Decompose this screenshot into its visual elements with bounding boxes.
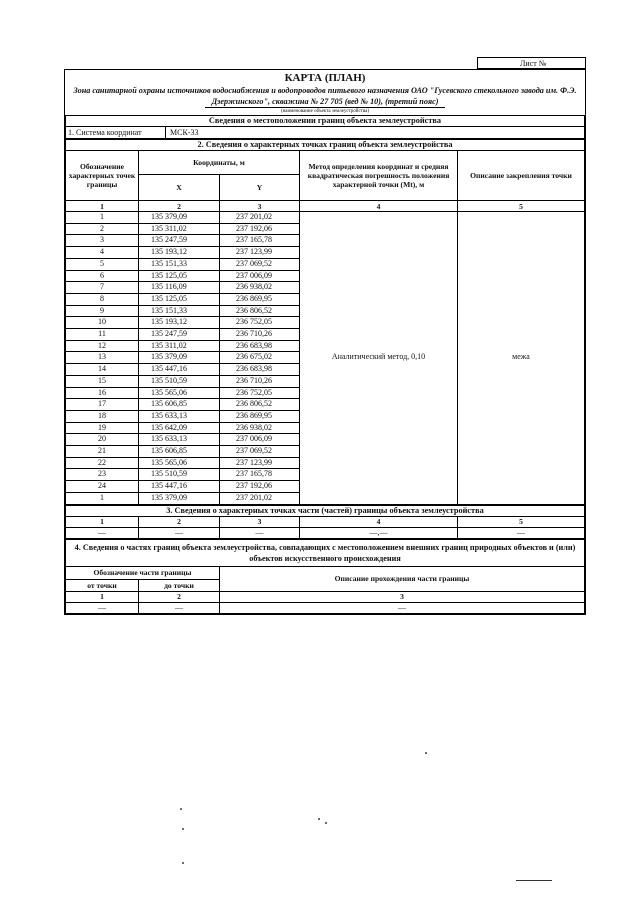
s3-dash-1: — — [66, 527, 139, 538]
scan-speck — [325, 822, 327, 824]
s3-num-4: 4 — [300, 516, 458, 527]
y-coord-cell: 236 806,52 — [220, 399, 300, 411]
y-coord-cell: 236 683,98 — [220, 364, 300, 376]
form-subtitle: Зона санитарной охраны источников водоснабжения и водопроводов питьевого назначения ОАО "Гусевского стекольного завода им. Ф.Э. Дзержинского", скважина № 27 705 (вед № 10), (третий пояс) — [73, 86, 577, 106]
scan-line — [516, 880, 552, 881]
s4-num-1: 1 — [66, 591, 139, 602]
s3-num-5: 5 — [458, 516, 585, 527]
x-coord-cell: 135 633,13 — [139, 434, 220, 446]
x-coord-cell: 135 379,09 — [139, 352, 220, 364]
sheet-number-label: Лист № — [520, 59, 547, 68]
points-table — [65, 139, 585, 505]
point-id-cell: 2 — [66, 223, 139, 235]
points-body — [66, 212, 585, 505]
point-id-cell: 6 — [66, 270, 139, 282]
scan-speck — [425, 752, 427, 754]
y-coord-cell: 236 869,95 — [220, 410, 300, 422]
y-coord-cell: 236 710,26 — [220, 375, 300, 387]
col-num-2: 2 — [139, 201, 220, 212]
x-coord-cell: 135 379,09 — [139, 212, 220, 224]
s4-num-2: 2 — [139, 591, 220, 602]
x-coord-cell: 135 247,59 — [139, 235, 220, 247]
y-coord-cell: 237 069,52 — [220, 258, 300, 270]
x-coord-cell: 135 447,16 — [139, 481, 220, 493]
s4-dash-3: — — [220, 602, 585, 613]
col-num-5: 5 — [458, 201, 585, 212]
x-coord-cell: 135 151,33 — [139, 305, 220, 317]
y-coord-cell: 237 201,02 — [220, 212, 300, 224]
section3-header: 3. Сведения о характерных точках части (частей) границы объекта землеустройства — [66, 505, 585, 516]
col-y-header: Y — [220, 175, 300, 201]
x-coord-cell: 135 116,09 — [139, 282, 220, 294]
col-desc-header: Описание закрепления точки — [458, 151, 585, 201]
s3-dash-4: —,— — [300, 527, 458, 538]
x-coord-cell: 135 311,02 — [139, 223, 220, 235]
y-coord-cell: 236 752,05 — [220, 317, 300, 329]
col-part-header: Обозначение части границы — [66, 566, 220, 579]
point-id-cell: 1 — [66, 212, 139, 224]
scan-speck — [182, 862, 184, 864]
y-coord-cell: 237 201,02 — [220, 492, 300, 504]
y-coord-cell: 236 675,02 — [220, 352, 300, 364]
point-id-cell: 20 — [66, 434, 139, 446]
point-id-cell: 15 — [66, 375, 139, 387]
y-coord-cell: 237 192,06 — [220, 223, 300, 235]
point-id-cell: 7 — [66, 282, 139, 294]
x-coord-cell: 135 565,06 — [139, 387, 220, 399]
x-coord-cell: 135 606,85 — [139, 399, 220, 411]
x-coord-cell: 135 311,02 — [139, 340, 220, 352]
form-caption: (наименование объекта землеустройства) — [205, 107, 445, 115]
y-coord-cell: 237 069,52 — [220, 446, 300, 458]
s4-num-3: 3 — [220, 591, 585, 602]
point-id-cell: 23 — [66, 469, 139, 481]
point-id-cell: 24 — [66, 481, 139, 493]
coord-system-label: 1. Система координат — [66, 127, 166, 139]
point-id-cell: 22 — [66, 457, 139, 469]
y-coord-cell: 237 006,09 — [220, 434, 300, 446]
x-coord-cell: 135 379,09 — [139, 492, 220, 504]
col-route-header: Описание прохождения части границы — [220, 566, 585, 591]
s4-dash-1: — — [66, 602, 139, 613]
point-id-cell: 3 — [66, 235, 139, 247]
x-coord-cell: 135 193,12 — [139, 317, 220, 329]
col-to-header: до точки — [139, 579, 220, 591]
col-x-header: X — [139, 175, 220, 201]
col-num-1: 1 — [66, 201, 139, 212]
s3-num-3: 3 — [220, 516, 300, 527]
point-id-cell: 11 — [66, 329, 139, 341]
scan-speck — [318, 818, 320, 820]
y-coord-cell: 237 123,99 — [220, 457, 300, 469]
s3-dash-2: — — [139, 527, 220, 538]
point-id-cell: 21 — [66, 446, 139, 458]
section3-table — [65, 505, 585, 539]
point-id-cell: 4 — [66, 247, 139, 259]
point-id-cell: 17 — [66, 399, 139, 411]
x-coord-cell: 135 193,12 — [139, 247, 220, 259]
section2-header: 2. Сведения о характерных точках границ объекта землеустройства — [66, 140, 585, 151]
y-coord-cell: 237 165,78 — [220, 235, 300, 247]
s3-dash-3: — — [220, 527, 300, 538]
x-coord-cell: 135 633,13 — [139, 410, 220, 422]
map-form — [64, 69, 586, 615]
col-method-header: Метод определения координат и средняя квадратическая погрешность положения характерной точки (Mt), м — [300, 151, 458, 201]
y-coord-cell: 237 192,06 — [220, 481, 300, 493]
y-coord-cell: 236 752,05 — [220, 387, 300, 399]
point-id-cell: 9 — [66, 305, 139, 317]
col-from-header: от точки — [66, 579, 139, 591]
point-id-cell: 19 — [66, 422, 139, 434]
x-coord-cell: 135 510,59 — [139, 469, 220, 481]
col-num-3: 3 — [220, 201, 300, 212]
col-coords-header: Координаты, м — [139, 151, 300, 175]
x-coord-cell: 135 565,06 — [139, 457, 220, 469]
point-id-cell: 5 — [66, 258, 139, 270]
x-coord-cell: 135 125,05 — [139, 293, 220, 305]
desc-cell: межа — [458, 212, 585, 505]
section4-header: 4. Сведения о частях границ объекта землеустройства, совпадающих с местоположением внешних границ природных объектов и (или) объектов искусственного происхождения — [66, 539, 585, 566]
y-coord-cell: 237 006,09 — [220, 270, 300, 282]
col-num-4: 4 — [300, 201, 458, 212]
x-coord-cell: 135 606,85 — [139, 446, 220, 458]
y-coord-cell: 237 165,78 — [220, 469, 300, 481]
y-coord-cell: 236 683,98 — [220, 340, 300, 352]
y-coord-cell: 236 869,95 — [220, 293, 300, 305]
x-coord-cell: 135 510,59 — [139, 375, 220, 387]
section4-table — [65, 539, 585, 614]
scan-speck — [180, 808, 182, 810]
point-id-cell: 13 — [66, 352, 139, 364]
y-coord-cell: 236 806,52 — [220, 305, 300, 317]
point-id-cell: 18 — [66, 410, 139, 422]
x-coord-cell: 135 151,33 — [139, 258, 220, 270]
x-coord-cell: 135 447,16 — [139, 364, 220, 376]
x-coord-cell: 135 125,05 — [139, 270, 220, 282]
location-table — [65, 115, 585, 139]
y-coord-cell: 237 123,99 — [220, 247, 300, 259]
s3-num-2: 2 — [139, 516, 220, 527]
s4-dash-2: — — [139, 602, 220, 613]
x-coord-cell: 135 642,09 — [139, 422, 220, 434]
coord-system-value: МСК-33 — [166, 127, 585, 139]
sheet-number-box — [477, 57, 586, 69]
col-point-header: Обозначение характерных точек границы — [66, 151, 139, 201]
scan-speck — [182, 828, 184, 830]
y-coord-cell: 236 938,02 — [220, 282, 300, 294]
point-id-cell: 16 — [66, 387, 139, 399]
y-coord-cell: 236 710,26 — [220, 329, 300, 341]
point-id-cell: 10 — [66, 317, 139, 329]
table-row — [66, 212, 585, 224]
point-id-cell: 14 — [66, 364, 139, 376]
form-title: КАРТА (ПЛАН) — [284, 72, 366, 84]
s3-num-1: 1 — [66, 516, 139, 527]
point-id-cell: 1 — [66, 492, 139, 504]
method-cell: Аналитический метод, 0,10 — [300, 212, 458, 505]
s3-dash-5: — — [458, 527, 585, 538]
location-header: Сведения о местоположении границ объекта землеустройства — [66, 116, 585, 127]
point-id-cell: 12 — [66, 340, 139, 352]
x-coord-cell: 135 247,59 — [139, 329, 220, 341]
y-coord-cell: 236 938,02 — [220, 422, 300, 434]
point-id-cell: 8 — [66, 293, 139, 305]
